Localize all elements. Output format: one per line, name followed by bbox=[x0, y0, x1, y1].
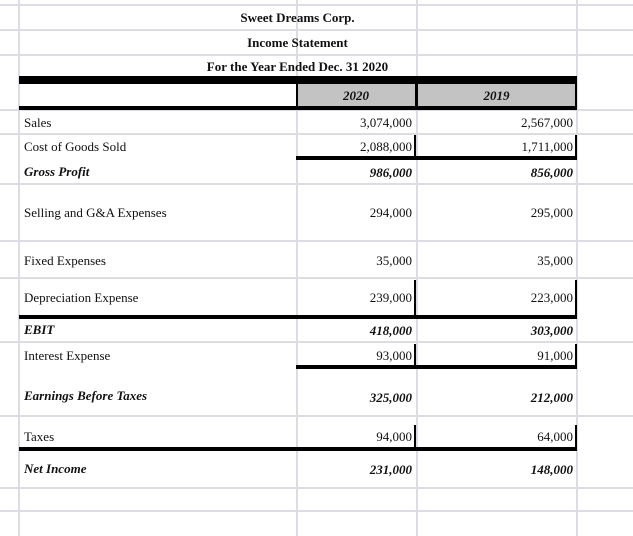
header-cell-border bbox=[575, 84, 577, 106]
value-sga-2019: 295,000 bbox=[530, 205, 573, 220]
grid-row-line bbox=[0, 277, 633, 279]
grid-row-line bbox=[0, 29, 633, 31]
value-ebt-2019: 212,000 bbox=[530, 390, 573, 405]
value-net-income-2019: 148,000 bbox=[530, 462, 573, 477]
value-interest-expense-2020: 93,000 bbox=[376, 348, 412, 363]
value-fixed-expenses-2020: 35,000 bbox=[376, 253, 412, 268]
value-net-income-2020: 231,000 bbox=[369, 462, 412, 477]
grid-row-line bbox=[0, 341, 633, 343]
column-header-2020: 2020 bbox=[343, 88, 369, 103]
row-label-ebt: Earnings Before Taxes bbox=[24, 388, 148, 403]
grid-row-line bbox=[0, 510, 633, 512]
value-cogs-2020: 2,088,000 bbox=[360, 139, 412, 154]
subtotal-rule bbox=[19, 447, 577, 451]
row-label-gross-profit: Gross Profit bbox=[24, 164, 90, 179]
value-taxes-2020: 94,000 bbox=[376, 429, 412, 444]
value-interest-expense-2019: 91,000 bbox=[537, 348, 573, 363]
cell-border bbox=[414, 280, 416, 315]
row-label-interest-expense: Interest Expense bbox=[24, 348, 111, 363]
value-gross-profit-2020: 986,000 bbox=[369, 165, 412, 180]
value-depreciation-2019: 223,000 bbox=[530, 290, 573, 305]
grid-row-line bbox=[0, 183, 633, 185]
subtotal-rule bbox=[296, 156, 577, 160]
row-label-depreciation: Depreciation Expense bbox=[24, 290, 139, 305]
grid-row-line bbox=[0, 487, 633, 489]
value-ebit-2020: 418,000 bbox=[369, 323, 412, 338]
value-taxes-2019: 64,000 bbox=[537, 429, 573, 444]
statement-period: For the Year Ended Dec. 31 2020 bbox=[206, 59, 389, 74]
value-ebit-2019: 303,000 bbox=[530, 323, 573, 338]
row-label-sales: Sales bbox=[24, 115, 52, 130]
row-label-sga: Selling and G&A Expenses bbox=[24, 205, 167, 220]
row-label-cogs: Cost of Goods Sold bbox=[24, 139, 127, 154]
value-depreciation-2020: 239,000 bbox=[369, 290, 412, 305]
cell-border bbox=[575, 135, 577, 156]
value-cogs-2019: 1,711,000 bbox=[521, 139, 573, 154]
cell-border bbox=[575, 425, 577, 447]
header-bottom-rule bbox=[19, 106, 577, 110]
grid-row-line bbox=[0, 240, 633, 242]
grid-row-line bbox=[0, 4, 633, 6]
row-label-net-income: Net Income bbox=[24, 461, 87, 476]
row-label-ebit: EBIT bbox=[24, 322, 55, 337]
statement-title: Income Statement bbox=[247, 35, 348, 50]
value-fixed-expenses-2019: 35,000 bbox=[537, 253, 573, 268]
subtotal-rule bbox=[296, 365, 577, 369]
subtotal-rule bbox=[19, 315, 577, 319]
column-header-2019: 2019 bbox=[483, 88, 510, 103]
value-sales-2020: 3,074,000 bbox=[360, 115, 412, 130]
header-top-rule bbox=[19, 76, 577, 84]
cell-border bbox=[575, 280, 577, 315]
value-ebt-2020: 325,000 bbox=[369, 390, 412, 405]
grid-row-line bbox=[0, 133, 633, 135]
grid-row-line bbox=[0, 54, 633, 56]
cell-border bbox=[414, 425, 416, 447]
row-label-taxes: Taxes bbox=[24, 429, 55, 444]
cell-border bbox=[414, 344, 416, 365]
company-name: Sweet Dreams Corp. bbox=[240, 10, 355, 25]
cell-border bbox=[414, 135, 416, 156]
grid-row-line bbox=[0, 415, 633, 417]
value-sga-2020: 294,000 bbox=[369, 205, 412, 220]
value-gross-profit-2019: 856,000 bbox=[530, 165, 573, 180]
row-label-fixed-expenses: Fixed Expenses bbox=[24, 253, 106, 268]
value-sales-2019: 2,567,000 bbox=[521, 115, 573, 130]
cell-border bbox=[575, 344, 577, 365]
